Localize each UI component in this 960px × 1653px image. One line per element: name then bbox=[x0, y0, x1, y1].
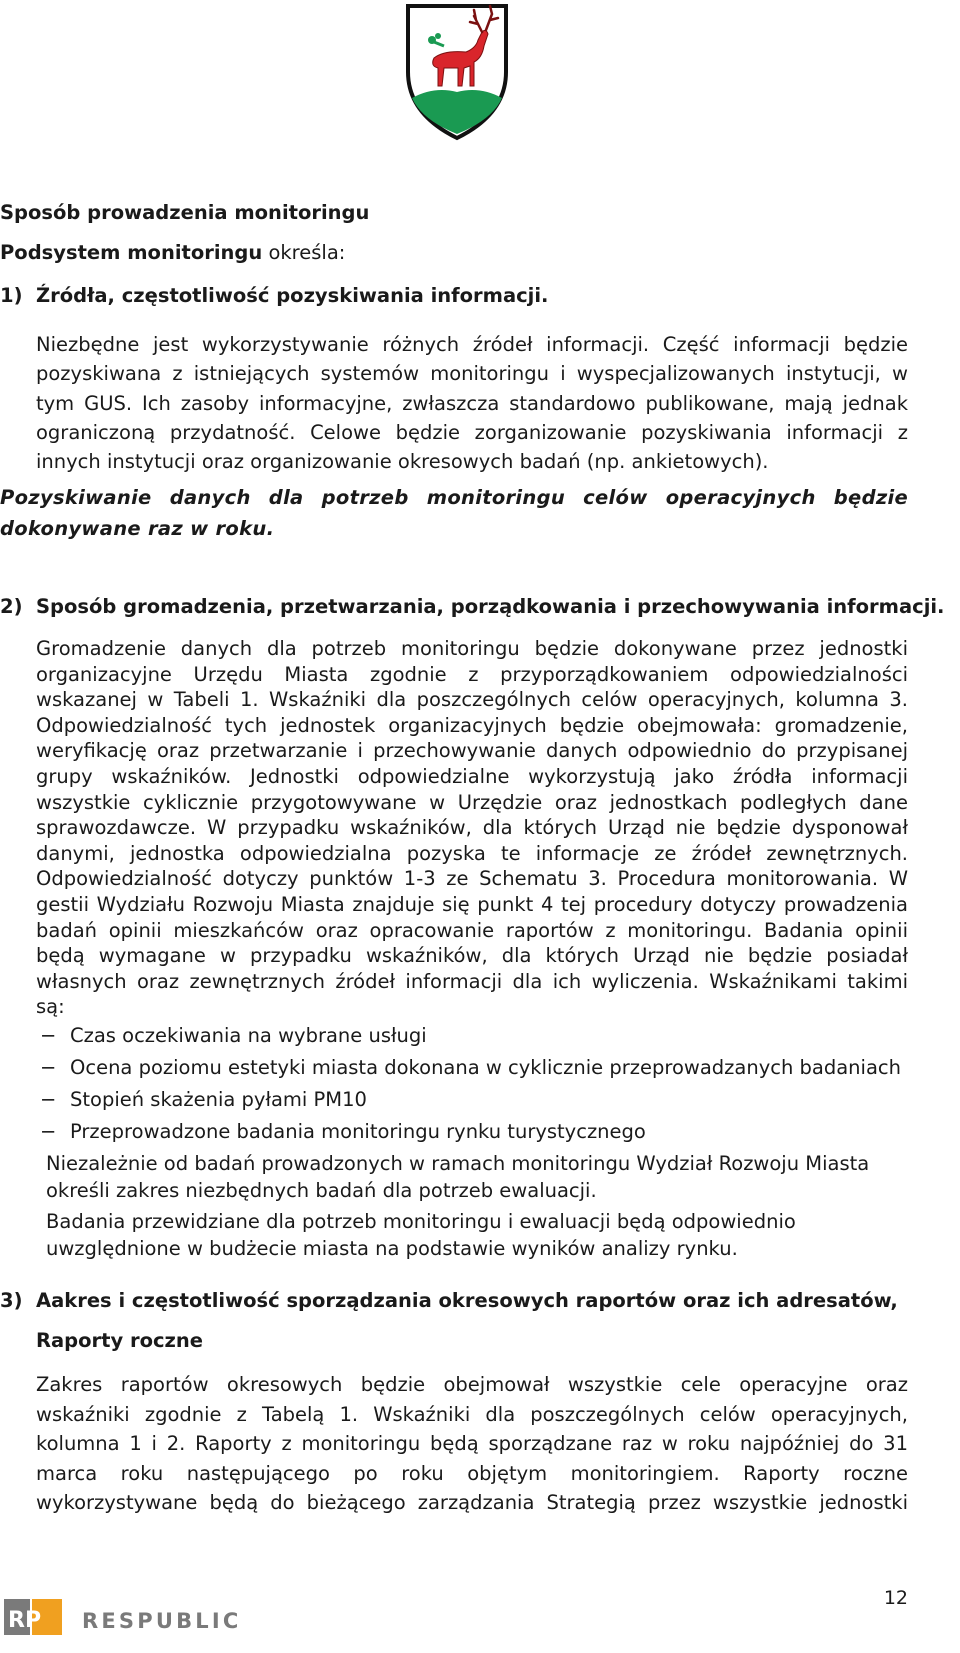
paragraph-line: danymi, jednostka odpowiedzialna pozyska te informacje ze źródeł zewnętrznych. bbox=[36, 841, 908, 865]
list-item-text: Ocena poziomu estetyki miasta dokonana w cyklicznie przeprowadzanych badaniach bbox=[70, 1056, 901, 1079]
paragraph-line: kolumna 1 i 2. Raporty z monitoringu będą sporządzane raz w roku najpóźniej do 31 bbox=[36, 1432, 908, 1455]
paragraph-line: Gromadzenie danych dla potrzeb monitoringu będzie dokonywane przez jednostki bbox=[36, 637, 908, 660]
city-crest bbox=[404, 2, 510, 142]
paragraph-line: marca roku następującego po roku objętym monitoringiem. Raporty roczne bbox=[36, 1461, 908, 1485]
note-budget bbox=[46, 1208, 796, 1262]
section-title: Sposób prowadzenia monitoringu bbox=[0, 201, 370, 224]
list-item-text: Stopień skażenia pyłami PM10 bbox=[70, 1088, 367, 1111]
paragraph-line: gestii Wydziału Rozwoju Miasta znajduje się punkt 4 tej procedury dotyczy prowadzenia bbox=[36, 892, 908, 916]
paragraph-line: wskaźniki zgodnie z Tabelą 1. Wskaźniki dla poszczególnych celów operacyjnych, bbox=[36, 1402, 908, 1426]
paragraph-line: są: bbox=[36, 995, 65, 1019]
paragraph-line: wszystkie cyklicznie przygotowywane w Urzędzie oraz jednostkach podległych dane bbox=[36, 790, 908, 814]
note-line: Badania przewidziane dla potrzeb monitoringu i ewaluacji będą odpowiednio bbox=[46, 1210, 796, 1233]
paragraph-line: wykorzystywane będą do bieżącego zarządzania Strategią przez wszystkie jednostki bbox=[36, 1491, 908, 1514]
list-item bbox=[40, 1052, 901, 1084]
paragraph-line: weryfikację oraz przetwarzanie i przechowywanie danych odpowiednio do przypisanej bbox=[36, 739, 908, 763]
item3-title: Aakres i częstotliwość sporządzania okresowych raportów oraz ich adresatów, bbox=[36, 1289, 898, 1312]
subsystem-rest: określa: bbox=[262, 241, 346, 264]
paragraph-line: tym GUS. Ich zasoby informacyjne, zwłaszcza standardowo publikowane, mają jednak bbox=[36, 391, 908, 415]
paragraph-line: pozyskiwana z istniejących systemów monitoringu i wyspecjalizowanych instytucji, w bbox=[36, 362, 908, 386]
paragraph-line: sprawozdawcze. W przypadku wskaźników, dla których Urząd nie będzie dysponował bbox=[36, 816, 908, 840]
item2-paragraph bbox=[36, 636, 908, 1020]
list-item bbox=[40, 1020, 901, 1052]
dash-marker: − bbox=[40, 1024, 57, 1047]
respublic-logo-icon bbox=[0, 1597, 240, 1637]
indicator-list bbox=[40, 1020, 901, 1148]
item2-title: Sposób gromadzenia, przetwarzania, porządkowania i przechowywania informacji. bbox=[36, 595, 945, 618]
item3-subtitle: Raporty roczne bbox=[36, 1329, 203, 1352]
respublic-logo bbox=[0, 1597, 240, 1637]
paragraph-line: Odpowiedzialność tych jednostek organizacyjnych będzie obejmowała: gromadzenie, bbox=[36, 713, 908, 737]
list-item-text: Czas oczekiwania na wybrane usługi bbox=[70, 1024, 427, 1047]
emphasis-line: dokonywane raz w roku. bbox=[0, 517, 275, 540]
paragraph-line: Niezbędne jest wykorzystywanie różnych źródeł informacji. Część informacji będzie bbox=[36, 333, 908, 356]
dash-marker: − bbox=[40, 1088, 57, 1111]
note-line: określi zakres niezbędnych badań dla potrzeb ewaluacji. bbox=[46, 1179, 597, 1202]
note-line: uwzględnione w budżecie miasta na podstawie wyników analizy rynku. bbox=[46, 1237, 738, 1260]
paragraph-line: badań opinii mieszkańców oraz opracowanie raportów z monitoringu. Badania opinii bbox=[36, 918, 908, 942]
paragraph-line: Odpowiedzialność dotyczy punktów 1-3 ze Schematu 3. Procedura monitorowania. W bbox=[36, 867, 908, 891]
list-item bbox=[40, 1116, 901, 1148]
paragraph-line: będą wymagane w przypadku wskaźników, dla których Urząd nie będzie posiadał bbox=[36, 944, 908, 968]
paragraph-line: organizacyjne Urzędu Miasta zgodnie z przyporządkowaniem odpowiedzialności bbox=[36, 662, 908, 686]
emphasis-line: Pozyskiwanie danych dla potrzeb monitoringu celów operacyjnych będzie bbox=[0, 486, 908, 509]
logo-mark: RP bbox=[8, 1608, 42, 1633]
paragraph-line: Zakres raportów okresowych będzie obejmował wszystkie cele operacyjne oraz bbox=[36, 1373, 908, 1396]
subsystem-line bbox=[0, 243, 345, 263]
paragraph-line: innych instytucji oraz organizowanie okresowych badań (np. ankietowych). bbox=[36, 450, 769, 474]
page-number: 12 bbox=[883, 1587, 908, 1609]
item1-emphasis bbox=[0, 482, 908, 544]
deer-crest-icon bbox=[404, 2, 510, 142]
paragraph-line: własnych oraz zewnętrznych źródeł informacji dla ich wyliczenia. Wskaźnikami takimi bbox=[36, 969, 908, 993]
dash-marker: − bbox=[40, 1120, 57, 1143]
logo-text: RESPUBLIC bbox=[82, 1609, 240, 1633]
item3-number: 3) bbox=[0, 1289, 23, 1312]
paragraph-line: grupy wskaźników. Jednostki odpowiedzialne wykorzystują jako źródła informacji bbox=[36, 764, 908, 788]
dash-marker: − bbox=[40, 1056, 57, 1079]
item1-title: Źródła, częstotliwość pozyskiwania informacji. bbox=[36, 284, 549, 307]
list-item-text: Przeprowadzone badania monitoringu rynku turystycznego bbox=[70, 1120, 646, 1143]
note-line: Niezależnie od badań prowadzonych w ramach monitoringu Wydział Rozwoju Miasta bbox=[46, 1152, 870, 1175]
note-evaluation bbox=[46, 1150, 869, 1204]
item3-paragraph bbox=[36, 1370, 908, 1518]
item1-number: 1) bbox=[0, 284, 23, 307]
paragraph-line: ograniczoną przydatność. Celowe będzie zorganizowanie pozyskiwania informacji z bbox=[36, 420, 908, 444]
paragraph-line: wskazanej w Tabeli 1. Wskaźniki dla poszczególnych celów operacyjnych, kolumna 3. bbox=[36, 688, 908, 712]
subsystem-bold: Podsystem monitoringu bbox=[0, 241, 263, 264]
list-item bbox=[40, 1084, 901, 1116]
item1-paragraph bbox=[36, 330, 908, 476]
item2-number: 2) bbox=[0, 595, 23, 618]
